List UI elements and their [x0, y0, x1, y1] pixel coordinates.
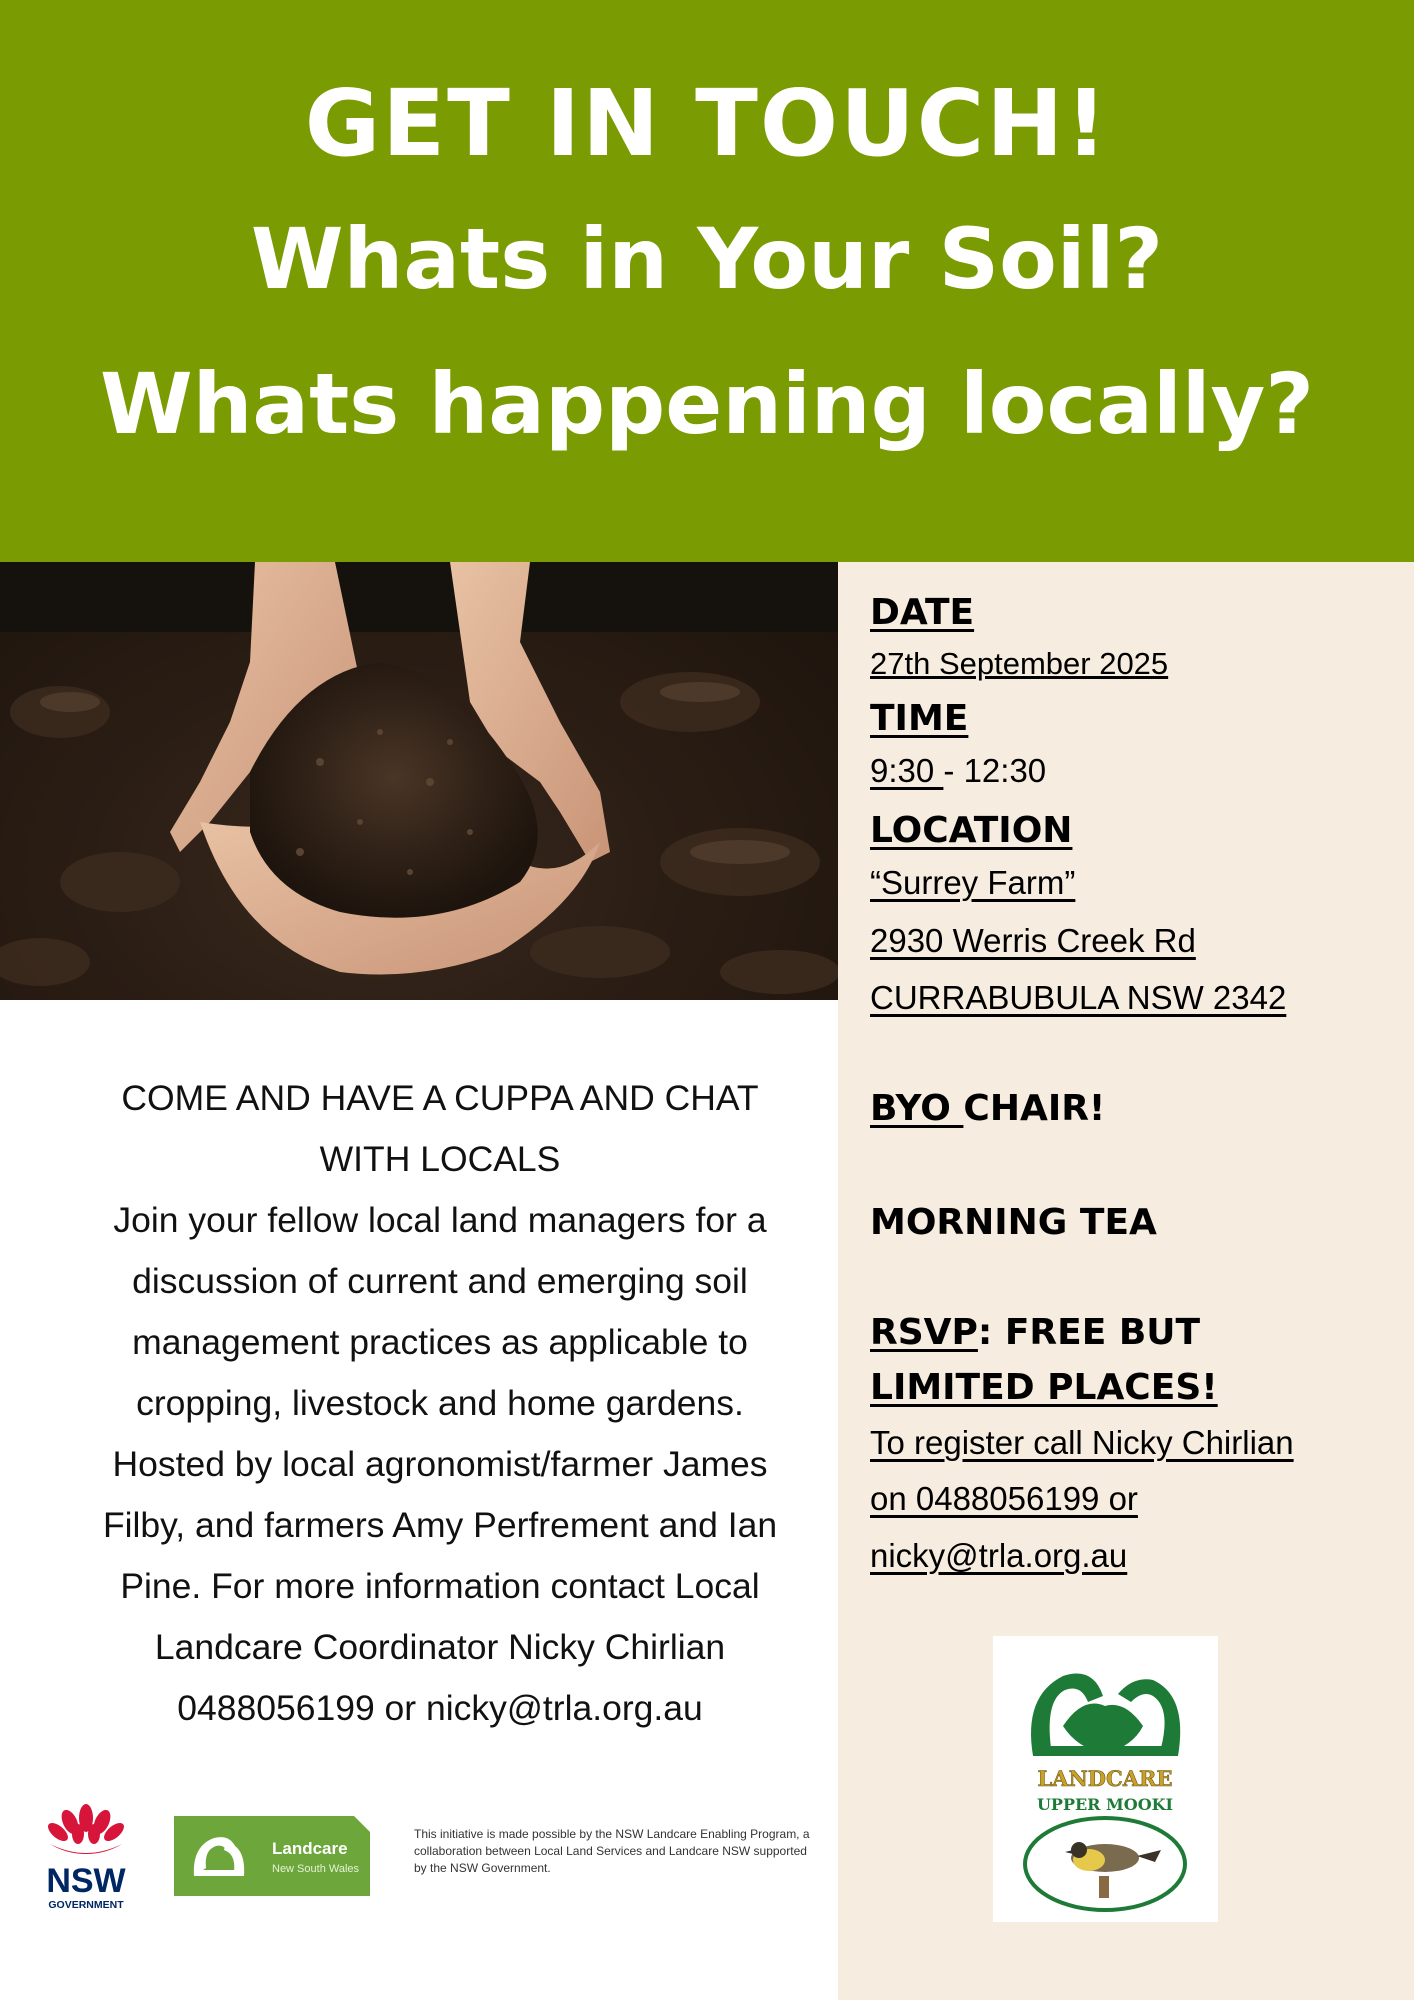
headline-local-question: Whats happening locally?	[99, 355, 1315, 453]
chair-label: CHAIR!	[963, 1088, 1106, 1129]
landcare-nsw-logo	[174, 1816, 370, 1896]
headline-get-in-touch: GET IN TOUCH!	[304, 70, 1110, 177]
location-street: 2930 Werris Creek Rd	[870, 922, 1196, 959]
time-end: - 12:30	[943, 752, 1047, 789]
landcare-nsw-title: Landcare	[272, 1839, 348, 1858]
soil-hands-photo	[0, 562, 838, 1000]
header-banner	[0, 0, 1414, 562]
rsvp-line	[870, 1312, 1200, 1353]
desc-line: Hosted by local agronomist/farmer James	[112, 1444, 768, 1484]
byo-chair	[870, 1088, 1105, 1129]
funding-acknowledgement: This initiative is made possible by the NSW Landcare Enabling Program, a collaboration between Local Land Services and Landcare NSW supported by the NSW Government.	[414, 1827, 810, 1875]
register-line-1: To register call Nicky Chirlian	[870, 1424, 1294, 1461]
byo-label: BYO	[870, 1088, 964, 1129]
event-description	[40, 1068, 840, 1739]
waratah-icon	[45, 1804, 127, 1854]
time-start: 9:30	[870, 752, 944, 789]
desc-line: COME AND HAVE A CUPPA AND CHAT	[121, 1078, 759, 1118]
desc-line: Join your fellow local land managers for a	[113, 1200, 767, 1240]
location-town: CURRABUBULA NSW 2342	[870, 979, 1287, 1016]
desc-line: management practices as applicable to	[132, 1322, 748, 1362]
morning-tea: MORNING TEA	[870, 1202, 1157, 1243]
nsw-logo-text: NSW	[46, 1862, 126, 1900]
register-line-2: on 0488056199 or	[870, 1480, 1138, 1517]
landcare-nsw-subtitle: New South Wales	[272, 1863, 360, 1875]
date-value: 27th September 2025	[870, 646, 1169, 681]
nsw-government-logo	[36, 1800, 136, 1912]
nsw-logo-subtext: GOVERNMENT	[48, 1899, 124, 1911]
desc-line: discussion of current and emerging soil	[132, 1261, 748, 1301]
desc-line: WITH LOCALS	[319, 1139, 561, 1179]
desc-line: 0488056199 or nicky@trla.org.au	[177, 1688, 703, 1728]
time-heading: TIME	[870, 698, 969, 739]
upper-mooki-name-text: UPPER MOOKI	[1036, 1795, 1174, 1814]
date-heading: DATE	[870, 592, 975, 633]
rsvp-label: RSVP	[870, 1312, 978, 1353]
desc-line: Filby, and farmers Amy Perfrement and Ian	[102, 1505, 778, 1545]
desc-line: Pine. For more information contact Local	[120, 1566, 760, 1606]
hands-australia-icon	[1031, 1674, 1180, 1757]
bird-icon	[1065, 1842, 1161, 1872]
landcare-upper-mooki-logo	[993, 1636, 1218, 1922]
desc-line: Landcare Coordinator Nicky Chirlian	[154, 1627, 726, 1667]
upper-mooki-landcare-text: LANDCARE	[1037, 1766, 1173, 1791]
location-farm: “Surrey Farm”	[870, 864, 1076, 901]
desc-line: cropping, livestock and home gardens.	[136, 1383, 744, 1423]
limited-places: LIMITED PLACES!	[870, 1367, 1218, 1408]
headline-soil-question: Whats in Your Soil?	[250, 210, 1164, 308]
time-value	[870, 752, 1046, 790]
rsvp-free: : FREE BUT	[977, 1312, 1201, 1353]
location-heading: LOCATION	[870, 810, 1073, 851]
register-email-link[interactable]: nicky@trla.org.au	[870, 1537, 1128, 1574]
